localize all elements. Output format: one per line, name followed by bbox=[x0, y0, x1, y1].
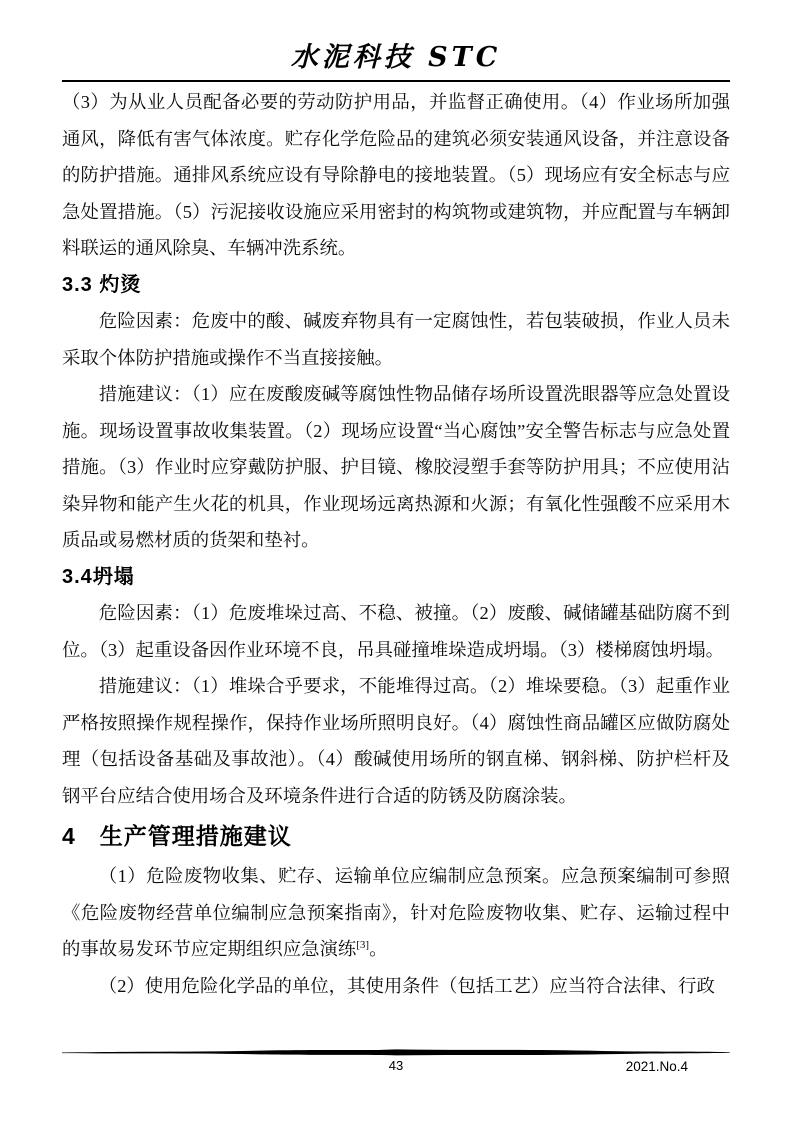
paragraph-emergency-plan-text: （1）危险废物收集、贮存、运输单位应编制应急预案。应急预案编制可参照《危险废物经营单位编制应急预案指南》，针对危险废物收集、贮存、运输过程中的事故易发环节应定期组织应急演练 bbox=[62, 866, 730, 959]
section-heading-3-4-collapse: 3.4坍塌 bbox=[62, 565, 135, 588]
paragraph-emergency-plan bbox=[62, 858, 730, 968]
header-rule bbox=[62, 80, 730, 82]
section-heading-4-production-management: 4 生产管理措施建议 bbox=[62, 823, 292, 849]
paragraph-emergency-plan-period: 。 bbox=[369, 939, 388, 959]
journal-title: 水泥科技 STC bbox=[290, 42, 502, 73]
paragraph-scald-risk-factors: 危险因素：危废中的酸、碱废弃物具有一定腐蚀性，若包装破损，作业人员未采取个体防护措施或操作不当直接接触。 bbox=[62, 311, 730, 368]
page-number: 43 bbox=[388, 1058, 404, 1073]
issue-label: 2021.No.4 bbox=[625, 1059, 688, 1074]
paragraph-scald-recommendations: 措施建议：（1）应在废酸废碱等腐蚀性物品储存场所设置洗眼器等应急处置设施。现场设置事故收集装置。（2）现场应设置“当心腐蚀”安全警告标志与应急处置措施。（3）作业时应穿戴防护服、护目镜、橡胶浸塑手套等防护用具；不应使用沾染异物和能产生火花的机具，作业现场远离热源和火源；有氧化性强酸不应采用木质品或易燃材质的货架和垫衬。 bbox=[62, 384, 730, 550]
footer-rule bbox=[62, 1048, 730, 1057]
paragraph-hazardous-chemicals-use: （2）使用危险化学品的单位，其使用条件（包括工艺）应当符合法律、行政 bbox=[98, 975, 715, 996]
document-body bbox=[62, 84, 730, 1004]
paragraph-collapse-risk-factors: 危险因素：（1）危废堆垛过高、不稳、被撞。（2）废酸、碱储罐基础防腐不到位。（3）起重设备因作业环境不良，吊具碰撞堆垛造成坍塌。（3）楼梯腐蚀坍塌。 bbox=[62, 603, 730, 660]
citation-superscript: [3] bbox=[356, 938, 370, 951]
page-footer bbox=[62, 1048, 730, 1077]
footer-row bbox=[62, 1057, 730, 1077]
page-header bbox=[62, 0, 730, 82]
paragraph-safety-continuation: （3）为从业人员配备必要的劳动防护用品，并监督正确使用。（4）作业场所加强通风，降低有害气体浓度。贮存化学危险品的建筑必须安装通风设备，并注意设备的防护措施。通排风系统应设有导除静电的接地装置。（5）现场应有安全标志与应急处置措施。（5）污泥接收设施应采用密封的构筑物或建筑物，并应配置与车辆卸料联运的通风除臭、车辆冲洗系统。 bbox=[62, 92, 730, 258]
section-heading-3-3-scald: 3.3 灼烫 bbox=[62, 273, 142, 296]
paragraph-collapse-recommendations: 措施建议：（1）堆垛合乎要求，不能堆得过高。（2）堆垛要稳。（3）起重作业严格按照操作规程操作，保持作业场所照明良好。（4）腐蚀性商品罐区应做防腐处理（包括设备基础及事故池）。（4）酸碱使用场所的钢直梯、钢斜梯、防护栏杆及钢平台应结合使用场合及环境条件进行合适的防锈及防腐涂装。 bbox=[62, 676, 730, 806]
